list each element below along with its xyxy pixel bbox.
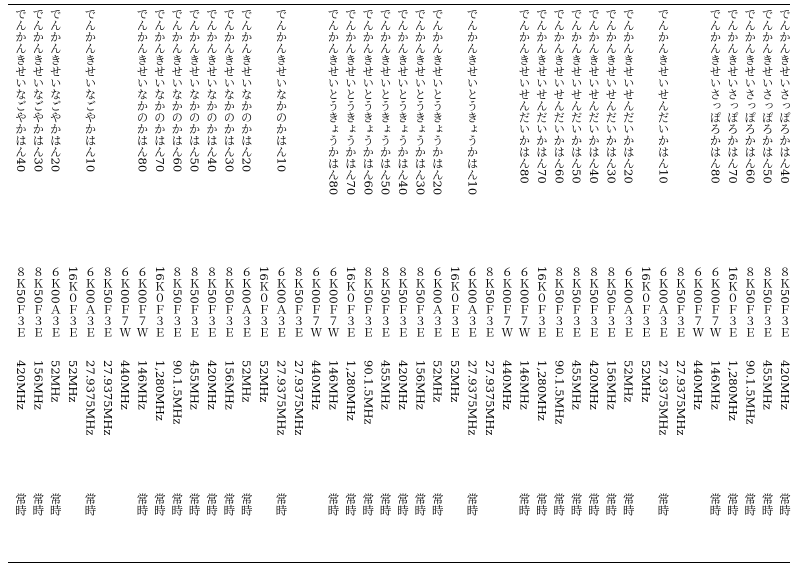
cell-name: でんかんきせいなかのかはん50 xyxy=(187,8,202,173)
cell-freq: 52MHz xyxy=(48,360,63,403)
table-row xyxy=(431,8,444,556)
cell-code: ６Ｋ00Ｆ７Ｗ xyxy=(326,266,341,339)
cell-name: でんかんきせいさっぽろかはん70 xyxy=(725,8,740,184)
table-row xyxy=(396,8,409,556)
cell-code: ６Ｋ00Ａ３Ｅ xyxy=(656,266,671,339)
cell-name: でんかんきせいなかのかはん80 xyxy=(135,8,150,173)
cell-code: ６Ｋ00Ｆ７Ｗ xyxy=(500,266,515,339)
cell-freq: 52MHz xyxy=(621,360,636,403)
cell-code: ６Ｋ00Ｆ７Ｗ xyxy=(135,266,150,339)
cell-code: 16Ｋ０Ｆ３Ｅ xyxy=(66,266,81,339)
cell-name: でんかんきせいせんだいかはん10 xyxy=(656,8,671,184)
cell-freq: 156MHz xyxy=(604,360,619,410)
cell-code: ８Ｋ50Ｆ３Ｅ xyxy=(743,266,758,339)
cell-name: でんかんきせいとうきょうかはん60 xyxy=(361,8,376,196)
cell-name: でんかんきせいとうきょうかはん40 xyxy=(396,8,410,196)
cell-freq: 455MHz xyxy=(378,360,393,410)
table-row xyxy=(622,8,635,556)
cell-name: でんかんきせいなごやかはん10 xyxy=(83,8,98,173)
cell-name: でんかんきせいせんだいかはん50 xyxy=(569,8,584,184)
table-row xyxy=(101,8,114,556)
cell-code: ６Ｋ00Ｆ７Ｗ xyxy=(309,266,324,339)
cell-use: 常時 xyxy=(760,493,775,516)
cell-code: ６Ｋ00Ｆ７Ｗ xyxy=(691,266,706,339)
cell-name: でんかんきせいさっぽろかはん40 xyxy=(778,8,792,184)
cell-code: ６Ｋ00Ｆ７Ｗ xyxy=(517,266,532,339)
cell-use: 常時 xyxy=(326,493,341,516)
cell-name: でんかんきせいさっぽろかはん50 xyxy=(760,8,775,184)
cell-use: 常時 xyxy=(343,493,358,516)
cell-code: 16Ｋ０Ｆ３Ｅ xyxy=(448,266,463,339)
cell-freq: 455MHz xyxy=(569,360,584,410)
table-row xyxy=(413,8,426,556)
table-row xyxy=(31,8,44,556)
cell-use: 常時 xyxy=(187,493,202,516)
cell-code: ８Ｋ50Ｆ３Ｅ xyxy=(378,266,393,339)
cell-name: でんかんきせいとうきょうかはん20 xyxy=(430,8,445,196)
cell-freq: 90.1.5MHz xyxy=(552,360,567,425)
table-row xyxy=(327,8,340,556)
table-row xyxy=(344,8,357,556)
cell-use: 常時 xyxy=(396,493,410,516)
cell-name: でんかんきせいせんだいかはん80 xyxy=(517,8,532,184)
table-row xyxy=(639,8,652,556)
cell-name: でんかんきせいなかのかはん10 xyxy=(274,8,289,173)
table-row xyxy=(570,8,583,556)
cell-name: でんかんきせいとうきょうかはん80 xyxy=(326,8,341,196)
cell-name: でんかんきせいなかのかはん40 xyxy=(205,8,219,173)
cell-freq: 146MHz xyxy=(708,360,723,410)
cell-freq: 52MHz xyxy=(639,360,654,403)
cell-freq: 27.9375MHz xyxy=(656,360,671,436)
cell-freq: 420MHz xyxy=(14,360,28,410)
cell-code: ８Ｋ50Ｆ３Ｅ xyxy=(396,266,410,339)
cell-code: 16Ｋ０Ｆ３Ｅ xyxy=(639,266,654,339)
cell-name: でんかんきせいさっぽろかはん80 xyxy=(708,8,723,184)
cell-freq: 440MHz xyxy=(309,360,324,410)
cell-code: ８Ｋ50Ｆ３Ｅ xyxy=(760,266,775,339)
cell-use: 常時 xyxy=(48,493,63,516)
cell-use: 常時 xyxy=(274,493,289,516)
cell-code: ８Ｋ50Ｆ３Ｅ xyxy=(100,266,115,339)
cell-use: 常時 xyxy=(587,493,601,516)
cell-freq: 156MHz xyxy=(222,360,237,410)
cell-name: でんかんきせいなかのかはん30 xyxy=(222,8,237,173)
cell-code: ６Ｋ00Ａ３Ｅ xyxy=(430,266,445,339)
table-row xyxy=(118,8,131,556)
table-row xyxy=(136,8,149,556)
cell-use: 常時 xyxy=(14,493,28,516)
top-rule xyxy=(8,4,790,5)
table-row xyxy=(691,8,704,556)
table-row xyxy=(153,8,166,556)
table-row xyxy=(14,8,27,556)
cell-name: でんかんきせいなかのかはん70 xyxy=(152,8,167,173)
table-row xyxy=(726,8,739,556)
table-row xyxy=(761,8,774,556)
table-row xyxy=(778,8,791,556)
cell-code: ６Ｋ00Ａ３Ｅ xyxy=(239,266,254,339)
table-row xyxy=(309,8,322,556)
table-row xyxy=(500,8,513,556)
cell-code: ６Ｋ00Ｆ７Ｗ xyxy=(118,266,133,339)
table-row xyxy=(448,8,461,556)
table-row xyxy=(604,8,617,556)
cell-freq: 146MHz xyxy=(326,360,341,410)
cell-name: でんかんきせいせんだいかはん70 xyxy=(534,8,549,184)
cell-freq: 90.1.5MHz xyxy=(170,360,185,425)
cell-freq: 90.1.5MHz xyxy=(743,360,758,425)
table-row xyxy=(587,8,600,556)
table-row xyxy=(84,8,97,556)
cell-code: ８Ｋ50Ｆ３Ｅ xyxy=(187,266,202,339)
cell-freq: 1,280MHz xyxy=(152,360,167,421)
cell-code: ８Ｋ50Ｆ３Ｅ xyxy=(222,266,237,339)
cell-name: でんかんきせいなごやかはん40 xyxy=(14,8,28,173)
cell-use: 常時 xyxy=(135,493,150,516)
table-row xyxy=(49,8,62,556)
cell-code: 16Ｋ０Ｆ３Ｅ xyxy=(725,266,740,339)
cell-use: 常時 xyxy=(361,493,376,516)
table-row xyxy=(657,8,670,556)
cell-name: でんかんきせいせんだいかはん30 xyxy=(604,8,619,184)
cell-code: ８Ｋ50Ｆ３Ｅ xyxy=(205,266,219,339)
cell-code: ６Ｋ00Ａ３Ｅ xyxy=(621,266,636,339)
cell-freq: 455MHz xyxy=(187,360,202,410)
cell-freq: 52MHz xyxy=(430,360,445,403)
table-row xyxy=(188,8,201,556)
cell-code: ６Ｋ00Ａ３Ｅ xyxy=(48,266,63,339)
cell-freq: 52MHz xyxy=(66,360,81,403)
cell-name: でんかんきせいとうきょうかはん70 xyxy=(343,8,358,196)
cell-code: ８Ｋ50Ｆ３Ｅ xyxy=(587,266,601,339)
cell-use: 常時 xyxy=(604,493,619,516)
cell-code: ８Ｋ50Ｆ３Ｅ xyxy=(31,266,46,339)
cell-freq: 420MHz xyxy=(587,360,601,410)
cell-freq: 52MHz xyxy=(239,360,254,403)
cell-code: ６Ｋ00Ａ３Ｅ xyxy=(83,266,98,339)
cell-code: 16Ｋ０Ｆ３Ｅ xyxy=(152,266,167,339)
cell-freq: 420MHz xyxy=(778,360,792,410)
cell-use: 常時 xyxy=(205,493,219,516)
table-row xyxy=(674,8,687,556)
cell-use: 常時 xyxy=(465,493,480,516)
cell-use: 常時 xyxy=(31,493,46,516)
table-row xyxy=(518,8,531,556)
cell-name: でんかんきせいせんだいかはん20 xyxy=(621,8,636,184)
cell-freq: 440MHz xyxy=(118,360,133,410)
cell-name: でんかんきせいさっぽろかはん60 xyxy=(743,8,758,184)
cell-freq: 156MHz xyxy=(413,360,428,410)
cell-freq: 440MHz xyxy=(691,360,706,410)
cell-code: ６Ｋ00Ａ３Ｅ xyxy=(465,266,480,339)
cell-freq: 455MHz xyxy=(760,360,775,410)
cell-code: ８Ｋ50Ｆ３Ｅ xyxy=(361,266,376,339)
cell-name: でんかんきせいなごやかはん30 xyxy=(31,8,46,173)
cell-freq: 440MHz xyxy=(500,360,515,410)
cell-freq: 52MHz xyxy=(448,360,463,403)
cell-freq: 52MHz xyxy=(257,360,272,403)
cell-name: でんかんきせいなかのかはん20 xyxy=(239,8,254,173)
cell-code: ８Ｋ50Ｆ３Ｅ xyxy=(170,266,185,339)
cell-freq: 27.9375MHz xyxy=(274,360,289,436)
cell-freq: 1,280MHz xyxy=(343,360,358,421)
table-row xyxy=(379,8,392,556)
cell-use: 常時 xyxy=(743,493,758,516)
table-row xyxy=(66,8,79,556)
cell-use: 常時 xyxy=(552,493,567,516)
cell-code: ８Ｋ50Ｆ３Ｅ xyxy=(569,266,584,339)
cell-use: 常時 xyxy=(778,493,792,516)
cell-use: 常時 xyxy=(656,493,671,516)
cell-code: ８Ｋ50Ｆ３Ｅ xyxy=(552,266,567,339)
cell-use: 常時 xyxy=(517,493,532,516)
cell-code: ８Ｋ50Ｆ３Ｅ xyxy=(413,266,428,339)
cell-use: 常時 xyxy=(621,493,636,516)
table-row xyxy=(222,8,235,556)
cell-code: ８Ｋ50Ｆ３Ｅ xyxy=(673,266,688,339)
cell-freq: 1,280MHz xyxy=(725,360,740,421)
cell-freq: 27.9375MHz xyxy=(83,360,98,436)
table-row xyxy=(743,8,756,556)
cell-use: 常時 xyxy=(152,493,167,516)
cell-use: 常時 xyxy=(413,493,428,516)
bottom-rule xyxy=(8,562,790,563)
cell-use: 常時 xyxy=(708,493,723,516)
cell-use: 常時 xyxy=(725,493,740,516)
cell-freq: 27.9375MHz xyxy=(482,360,497,436)
table-row xyxy=(292,8,305,556)
cell-name: でんかんきせいなかのかはん60 xyxy=(170,8,185,173)
cell-code: 16Ｋ０Ｆ３Ｅ xyxy=(534,266,549,339)
table-row xyxy=(535,8,548,556)
cell-freq: 156MHz xyxy=(31,360,46,410)
cell-freq: 27.9375MHz xyxy=(100,360,115,436)
table-row xyxy=(552,8,565,556)
cell-use: 常時 xyxy=(222,493,237,516)
cell-use: 常時 xyxy=(378,493,393,516)
cell-code: ８Ｋ50Ｆ３Ｅ xyxy=(291,266,306,339)
cell-use: 常時 xyxy=(569,493,584,516)
table-row xyxy=(466,8,479,556)
cell-name: でんかんきせいせんだいかはん40 xyxy=(587,8,601,184)
cell-code: 16Ｋ０Ｆ３Ｅ xyxy=(257,266,272,339)
cell-name: でんかんきせいせんだいかはん60 xyxy=(552,8,567,184)
cell-name: でんかんきせいとうきょうかはん10 xyxy=(465,8,480,196)
cell-code: ８Ｋ50Ｆ３Ｅ xyxy=(604,266,619,339)
cell-name: でんかんきせいなごやかはん20 xyxy=(48,8,63,173)
cell-use: 常時 xyxy=(534,493,549,516)
table-row xyxy=(257,8,270,556)
cell-freq: 420MHz xyxy=(205,360,219,410)
cell-code: ６Ｋ00Ｆ７Ｗ xyxy=(708,266,723,339)
cell-use: 常時 xyxy=(239,493,254,516)
table-row xyxy=(709,8,722,556)
cell-code: ８Ｋ50Ｆ３Ｅ xyxy=(778,266,792,339)
cell-freq: 420MHz xyxy=(396,360,410,410)
cell-freq: 146MHz xyxy=(517,360,532,410)
cell-code: ８Ｋ50Ｆ３Ｅ xyxy=(14,266,28,339)
cell-name: でんかんきせいとうきょうかはん50 xyxy=(378,8,393,196)
cell-freq: 27.9375MHz xyxy=(291,360,306,436)
cell-use: 常時 xyxy=(83,493,98,516)
cell-name: でんかんきせいとうきょうかはん30 xyxy=(413,8,428,196)
cell-code: ８Ｋ50Ｆ３Ｅ xyxy=(482,266,497,339)
cell-freq: 27.9375MHz xyxy=(465,360,480,436)
table-row xyxy=(275,8,288,556)
cell-code: 16Ｋ０Ｆ３Ｅ xyxy=(343,266,358,339)
cell-freq: 27.9375MHz xyxy=(673,360,688,436)
cell-freq: 1,280MHz xyxy=(534,360,549,421)
cell-use: 常時 xyxy=(430,493,445,516)
table-row xyxy=(205,8,218,556)
cell-code: ６Ｋ00Ａ３Ｅ xyxy=(274,266,289,339)
table-row xyxy=(483,8,496,556)
cell-freq: 146MHz xyxy=(135,360,150,410)
table-row xyxy=(240,8,253,556)
cell-freq: 90.1.5MHz xyxy=(361,360,376,425)
cell-use: 常時 xyxy=(170,493,185,516)
table-row xyxy=(361,8,374,556)
table-row xyxy=(170,8,183,556)
